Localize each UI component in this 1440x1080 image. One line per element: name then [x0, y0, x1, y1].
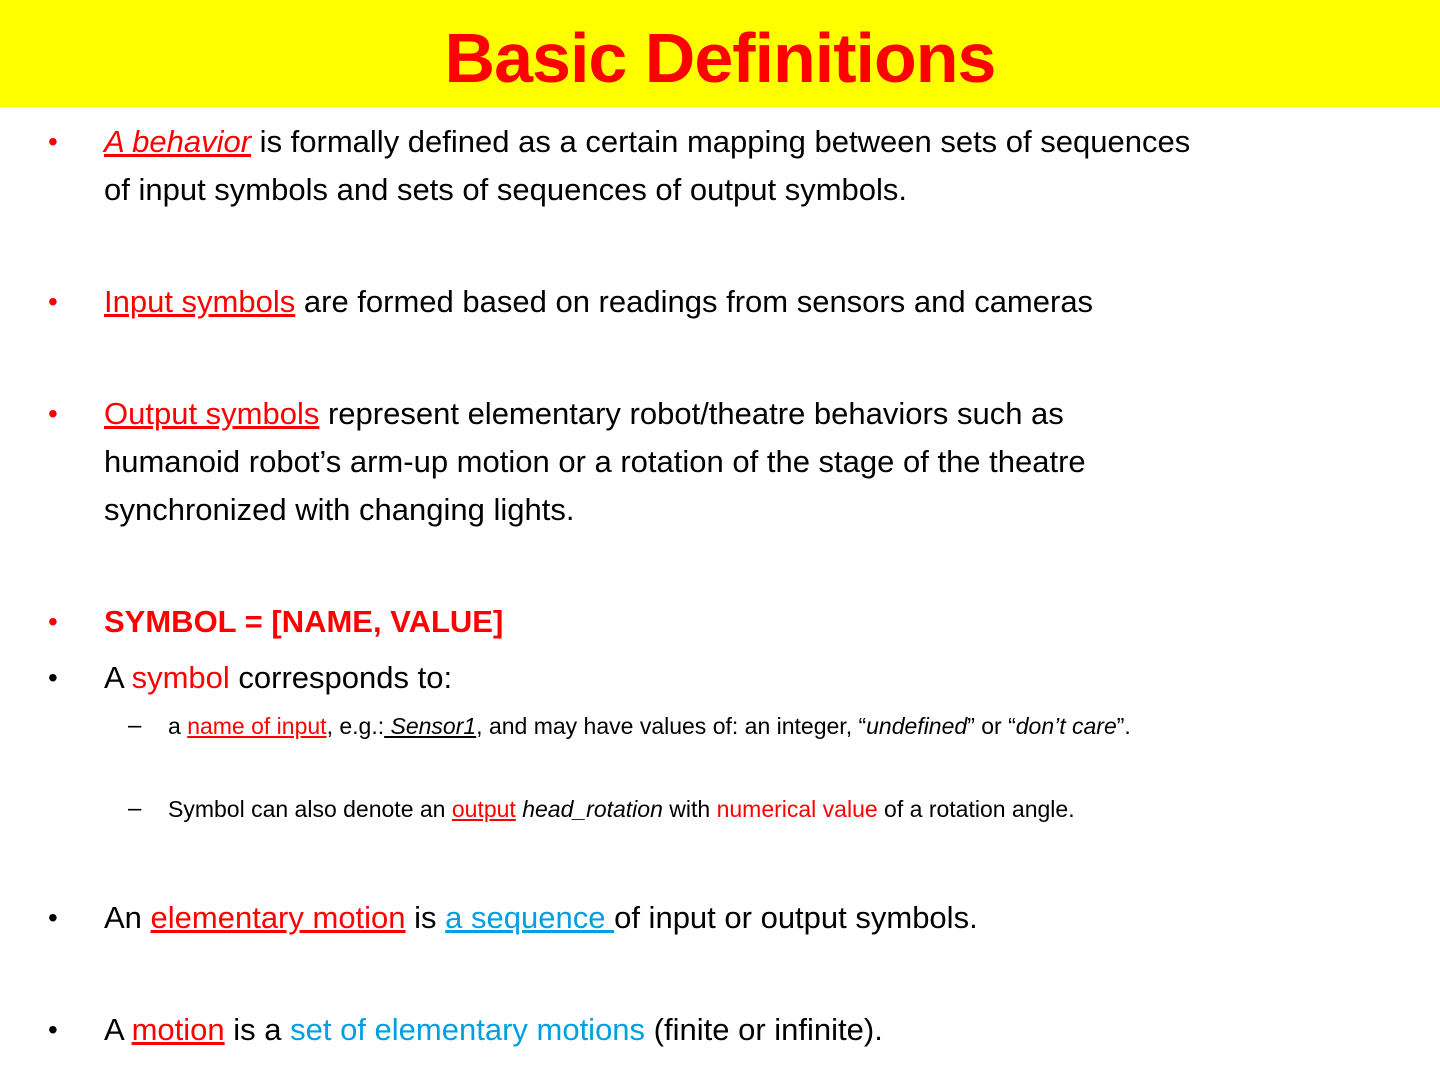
term-numerical-value: numerical value — [716, 796, 878, 822]
bullet-dot: • — [48, 286, 58, 317]
bullet-text — [104, 390, 1404, 534]
bullet-dot: • — [48, 126, 58, 157]
behavior-line2: of input symbols and sets of sequences of output symbols. — [104, 172, 908, 207]
motion-isa: is a — [224, 1012, 291, 1047]
elementary-is: is — [405, 900, 446, 935]
page-title: Basic Definitions — [444, 19, 996, 97]
sub1-mid3: ” or “ — [967, 713, 1016, 739]
term-input-symbols: Input symbols — [104, 284, 296, 319]
symbol-rest: corresponds to: — [229, 660, 453, 695]
motion-a: A — [104, 1012, 132, 1047]
symbol-definition: SYMBOL = [NAME, VALUE] — [104, 604, 504, 639]
bullet-text — [104, 278, 1404, 326]
sub-text — [168, 710, 1428, 742]
bullet-dot: • — [48, 1014, 58, 1045]
sub-dash: – — [128, 712, 142, 739]
bullet-text — [104, 118, 1404, 214]
elementary-an: An — [104, 900, 151, 935]
output-line3: synchronized with changing lights. — [104, 492, 575, 527]
output-line2: humanoid robot’s arm-up motion or a rotation of the stage of the theatre — [104, 444, 1086, 479]
sub1-mid2: , and may have values of: an integer, “ — [476, 713, 867, 739]
sub1-pre: a — [168, 713, 188, 739]
term-symbol: symbol — [131, 660, 230, 695]
bullet-dot: • — [48, 902, 58, 933]
term-output: output — [451, 796, 516, 822]
term-motion: motion — [131, 1012, 225, 1047]
example-sensor1: Sensor1 — [384, 713, 477, 739]
undefined-value: undefined — [866, 713, 968, 739]
bullet-dot: • — [48, 398, 58, 429]
bullet-text — [104, 654, 1404, 702]
term-a-sequence: a sequence — [445, 900, 615, 935]
head-rotation: head_rotation — [522, 796, 663, 822]
motion-end: (finite or infinite). — [645, 1012, 883, 1047]
term-output-symbols: Output symbols — [104, 396, 320, 431]
term-behavior: A behavior — [104, 124, 252, 159]
bullet-text — [104, 1006, 1404, 1054]
bullet-dot: • — [48, 606, 58, 637]
sub-text — [168, 793, 1428, 825]
elementary-end: of input or output symbols. — [614, 900, 978, 935]
term-set-of-elementary-motions: set of elementary motions — [290, 1012, 646, 1047]
sub-dash: – — [128, 795, 142, 822]
symbol-a: A — [104, 660, 132, 695]
input-rest: are formed based on readings from sensors and cameras — [295, 284, 1094, 319]
behavior-rest: is formally defined as a certain mapping between sets of sequences — [251, 124, 1191, 159]
sub1-mid: , e.g.: — [326, 713, 385, 739]
term-name-of-input: name of input — [187, 713, 327, 739]
sub2-pre: Symbol can also denote an — [168, 796, 452, 822]
dontcare-value: don’t care — [1015, 713, 1117, 739]
bullet-dot: • — [48, 662, 58, 693]
bullet-text — [104, 894, 1404, 942]
sub1-end: ”. — [1116, 713, 1131, 739]
term-elementary-motion: elementary motion — [150, 900, 406, 935]
sub2-with: with — [662, 796, 717, 822]
output-rest: represent elementary robot/theatre behaviors such as — [319, 396, 1064, 431]
sub2-end: of a rotation angle. — [877, 796, 1075, 822]
